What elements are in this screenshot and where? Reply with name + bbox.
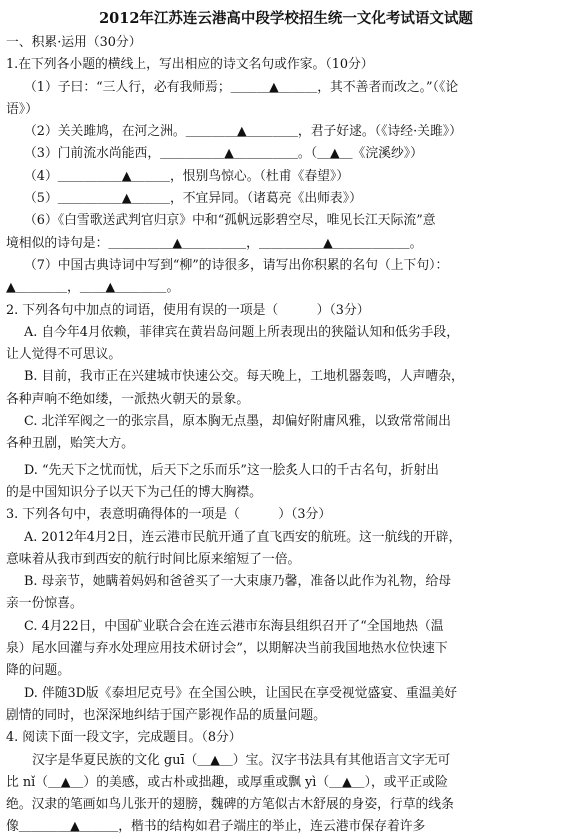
section-heading: 一、积累·运用（30分） <box>6 35 142 50</box>
q1-item-4: （4）＿＿＿＿＿▲＿＿＿，恨别鸟惊心。（杜甫《春望》） <box>24 168 350 184</box>
question-4-stem: 4. 阅读下面一段文字，完成题目。（8分） <box>6 730 242 746</box>
q1-item-6: （6）《白雪歌送武判官归京》中和“孤帆远影碧空尽，唯见长江天际流”意 <box>24 213 436 229</box>
q4-passage-line-1: 汉字是华夏民族的文化 guī（＿▲＿）宝。汉字书法具有其他语言文字无可 <box>32 752 451 768</box>
q4-passage-line-2: 比 nǐ（＿▲＿）的美感，或古朴或拙趣，或厚重或飘 yì（＿▲＿），或平正或险 <box>6 774 448 790</box>
question-3-stem: 3. 下列各句中，表意明确得体的一项是（ ）（3分） <box>6 507 332 523</box>
q1-item-1: （1）子曰：“三人行，必有我师焉；＿＿＿▲＿＿＿，其不善者而改之。”（《论 <box>24 79 459 95</box>
q1-item-7: （7）中国古典诗词中写到“柳”的诗很多，请写出你积累的名句（上下句）： <box>24 257 449 273</box>
question-1-stem: 1.在下列各小题的横线上，写出相应的诗文名句或作家。（10分） <box>6 57 374 73</box>
q3-option-d-cont: 剧情的同时，也深深地纠结于国产影视作品的质量问题。 <box>6 707 326 723</box>
q3-option-a-cont: 意味着从我市到西安的航行时间比原来缩短了一倍。 <box>6 551 301 567</box>
q2-option-a: A. 自今年4月依赖，菲律宾在黄岩岛问题上所表现出的狭隘认知和低劣手段， <box>24 324 460 340</box>
q3-option-a: A. 2012年4月2日，连云港市民航开通了直飞西安的航班。这一航线的开辟， <box>24 529 462 545</box>
q1-item-6-cont: 境相似的诗句是：＿＿＿＿＿▲＿＿＿＿＿，＿＿＿＿＿▲＿＿＿＿＿＿。 <box>6 235 423 251</box>
q1-item-7-cont: ▲＿＿＿＿，＿＿▲＿＿＿＿。 <box>6 280 180 296</box>
q4-passage-line-3: 绝。汉隶的笔画如鸟儿张开的翅膀，魏碑的方笔似古木舒展的身姿，行草的线条 <box>6 797 454 813</box>
q2-option-b-cont: 各种声响不绝如缕，一派热火朝天的景象。 <box>6 391 250 407</box>
q3-option-c: C. 4月22日，中国矿业联合会在连云港市东海县组织召开了“全国地热（温 <box>24 618 444 634</box>
q3-option-b: B. 母亲节，她瞒着妈妈和爸爸买了一大束康乃馨，准备以此作为礼物，给母 <box>24 574 452 590</box>
q2-option-c-cont: 各种丑剧，贻笑大方。 <box>6 436 134 452</box>
q3-option-d: D. 伴随3D版《泰坦尼克号》在全国公映，让国民在享受视觉盛宴、重温美好 <box>24 685 458 701</box>
q2-option-d-cont: 的是中国知识分子以天下为己任的博大胸襟。 <box>6 484 262 500</box>
q2-option-a-cont: 让人觉得不可思议。 <box>6 347 122 363</box>
q1-item-5: （5）＿＿＿＿＿▲＿＿＿，不宜异同。（诸葛亮《出师表》） <box>24 191 362 207</box>
q3-option-c-cont-2: 降的问题。 <box>6 663 70 679</box>
q1-item-2: （2）关关雎鸠，在河之洲。＿＿＿＿▲＿＿＿＿，君子好逑。（《诗经·关雎》） <box>24 124 462 140</box>
q2-option-c: C. 北洋军阀之一的张宗昌，原本胸无点墨，却偏好附庸风雅，以致常常闹出 <box>24 414 451 430</box>
q2-option-b: B. 目前，我市正在兴建城市快速公交。每天晚上，工地机器轰鸣，人声嘈杂， <box>24 369 464 385</box>
q4-passage-line-4: 像＿＿＿＿▲＿＿＿，楷书的结构如君子端庄的举止，连云港市保存着许多 <box>6 819 426 835</box>
q1-item-1-cont: 语》） <box>6 101 38 117</box>
question-2-stem: 2. 下列各句中加点的词语，使用有误的一项是（ ）（3分） <box>6 302 370 318</box>
q3-option-c-cont-1: 泉）尾水回灌与弃水处理应用技术研讨会”，以期解决当前我国地热水位快速下 <box>6 641 448 657</box>
q3-option-b-cont: 亲一份惊喜。 <box>6 596 83 612</box>
q2-option-d: D. “先天下之忧而忧，后天下之乐而乐”这一脍炙人口的千古名句，折射出 <box>24 462 439 478</box>
exam-title: 2012年江苏连云港高中段学校招生统一文化考试语文试题 <box>99 10 473 27</box>
q1-item-3: （3）门前流水尚能西，＿＿＿＿＿▲＿＿＿＿＿。（＿▲＿《浣溪纱》） <box>24 146 423 162</box>
